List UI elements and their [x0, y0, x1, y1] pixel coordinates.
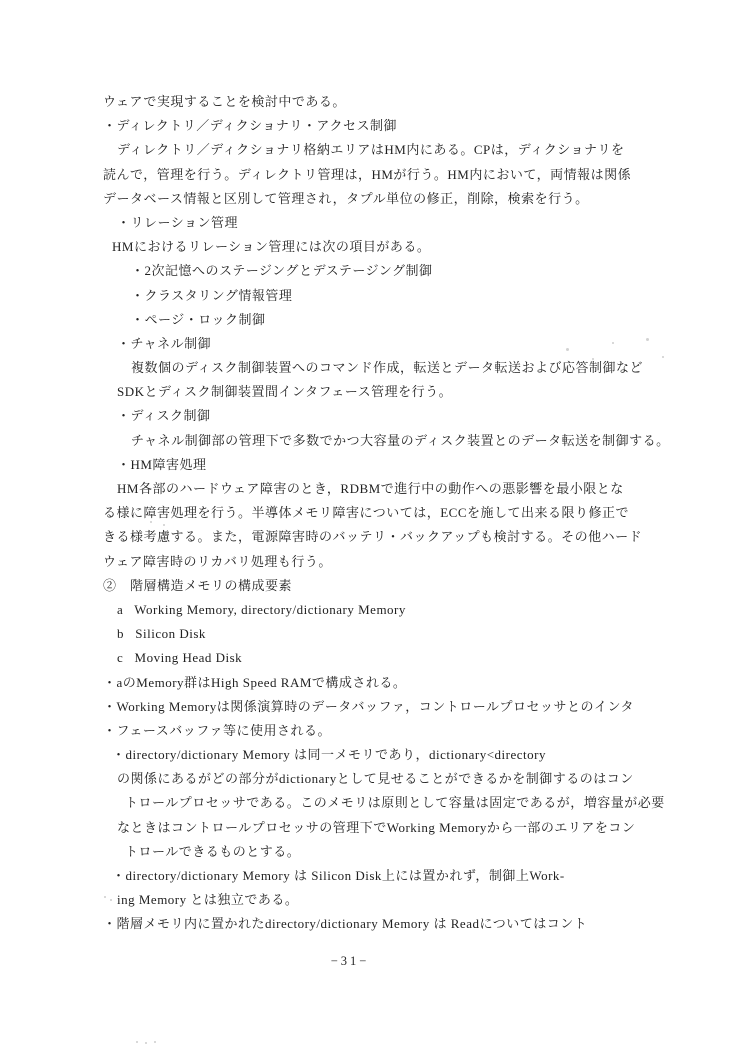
scan-speckle: [612, 342, 614, 344]
text-line: a Working Memory, directory/dictionary Memory: [117, 601, 406, 617]
text-line: ディレクトリ／ディクショナリ格納エリアはHM内にある。CPは，ディクショナリを: [117, 142, 625, 158]
page-number: −31−: [330, 954, 370, 968]
text-line: ・チャネル制御: [117, 335, 212, 351]
scan-speckle: [136, 1041, 138, 1043]
text-line: る様に障害処理を行う。半導体メモリ障害については，ECCを施して出来る限り修正で: [103, 505, 630, 521]
text-line: ・Working Memoryは関係演算時のデータバッファ，コントロールプロセッサとのインタ: [103, 698, 635, 714]
text-line: トロールプロセッサである。このメモリは原則として容量は固定であるが，増容量が必要: [125, 795, 665, 811]
text-line: b Silicon Disk: [117, 626, 206, 642]
document-body: [103, 90, 668, 937]
text-line: HMにおけるリレーション管理には次の項目がある。: [112, 239, 431, 255]
text-line: ・ページ・ロック制御: [131, 311, 266, 327]
text-line: ・directory/dictionary Memory は Silicon Disk上には置かれず，制御上Work-: [112, 868, 565, 883]
text-line: ・フェースバッファ等に使用される。: [103, 722, 331, 738]
scan-speckle: [145, 1042, 147, 1044]
scan-speckle: [646, 338, 649, 341]
scan-speckle: [592, 358, 594, 360]
text-line: ・ディスク制御: [117, 408, 211, 424]
text-line: SDKとディスク制御装置間インタフェース管理を行う。: [117, 384, 453, 400]
text-line: ・リレーション管理: [117, 214, 238, 230]
text-line: ウェアで実現することを検討中である。: [103, 94, 346, 109]
scan-speckle: [110, 899, 112, 901]
scan-speckle: [566, 348, 569, 351]
text-line: なときはコントロールプロセッサの管理下でWorking Memoryから一部のエリアをコン: [117, 819, 636, 835]
scan-speckle: [662, 356, 664, 358]
scan-speckle: [104, 896, 106, 898]
text-line: ・クラスタリング情報管理: [131, 287, 293, 303]
text-line: ② 階層構造メモリの構成要素: [103, 577, 293, 593]
text-line: ・2次記憶へのステージングとデステージング制御: [131, 263, 433, 279]
text-line: ・directory/dictionary Memory は同一メモリであり，dictionary<directory: [112, 747, 546, 763]
scan-speckle: [154, 1041, 156, 1043]
text-line: トロールできるものとする。: [125, 843, 301, 859]
text-line: ・階層メモリ内に置かれたdirectory/dictionary Memory は Readについてはコント: [103, 916, 588, 932]
text-line: きる様考慮する。また，電源障害時のバッテリ・バックアップも検討する。その他ハード: [103, 529, 643, 545]
text-line: c Moving Head Disk: [117, 650, 243, 666]
text-line: 複数個のディスク制御装置へのコマンド作成，転送とデータ転送および応答制御など: [131, 360, 643, 376]
text-line: の関係にあるがどの部分がdictionaryとして見せることができるかを制御するのはコン: [117, 771, 634, 787]
text-line: ・ディレクトリ／ディクショナリ・アクセス制御: [103, 118, 398, 134]
text-line: ing Memory とは独立である。: [117, 892, 299, 908]
text-line: ・HM障害処理: [117, 456, 207, 472]
text-line: データベース情報と区別して管理され，タプル単位の修正，削除，検索を行う。: [103, 190, 589, 206]
text-line: チャネル制御部の管理下で多数でかつ大容量のディスク装置とのデータ転送を制御する。: [131, 432, 670, 448]
scan-speckle: [163, 524, 165, 526]
scan-speckle: [150, 521, 152, 523]
text-line: ウェア障害時のリカバリ処理も行う。: [103, 553, 332, 569]
text-line: ・aのMemory群はHigh Speed RAMで構成される。: [103, 674, 407, 690]
text-line: HM各部のハードウェア障害のとき，RDBMで進行中の動作への悪影響を最小限とな: [117, 481, 624, 496]
text-line: 読んで，管理を行う。ディレクトリ管理は，HMが行う。HM内において，両情報は関係: [103, 166, 632, 182]
